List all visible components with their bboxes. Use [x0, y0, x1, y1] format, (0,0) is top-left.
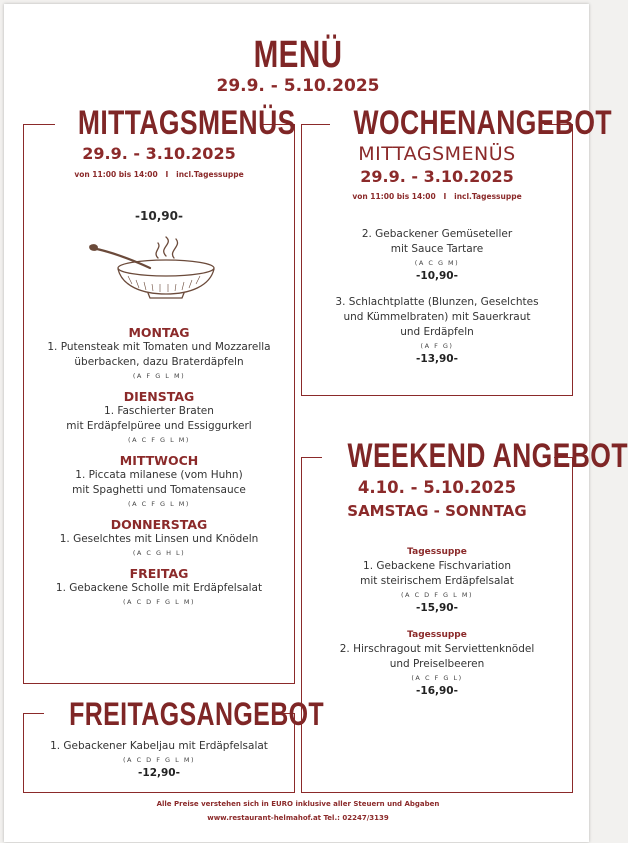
day-label: DONNERSTAG: [110, 517, 208, 532]
weekend-dates: 4.10. - 5.10.2025: [357, 478, 517, 497]
weekend-item-2: [301, 630, 573, 697]
weekend-title-wrap: [322, 436, 628, 476]
dish-line: 1. Faschierter Braten: [104, 405, 214, 417]
friday-title: FREITAGSANGEBOT: [69, 696, 325, 732]
day-label: DIENSTAG: [123, 389, 195, 404]
allergens: (A C D F G L M): [123, 756, 195, 764]
lunch-content: [23, 144, 295, 223]
soup-bowl-icon: [88, 234, 220, 300]
lunch-title: MITTAGSMENÜS: [77, 104, 296, 142]
day-label: MONTAG: [128, 325, 190, 340]
weekly-title-wrap: [330, 103, 613, 143]
weekly-subtitle: MITTAGSMENÜS: [358, 143, 516, 165]
footer-contact: www.restaurant-helmahof.at Tel.: 02247/3139: [207, 814, 389, 822]
dish-line: 1. Gebackene Scholle mit Erdäpfelsalat: [55, 582, 263, 594]
day-tuesday: [23, 389, 295, 444]
dish-line: überbacken, dazu Braterdäpfeln: [74, 356, 244, 368]
friday-content: [23, 739, 295, 779]
dish-line: 1. Gebackene Fischvariation: [363, 560, 511, 572]
weekly-title: WOCHENANGEBOT: [353, 104, 613, 142]
price: -13,90-: [416, 353, 458, 365]
menu-header: [0, 34, 596, 96]
weekly-item-1: [301, 227, 573, 282]
lunch-dates: 29.9. - 3.10.2025: [82, 144, 236, 163]
price: -10,90-: [416, 270, 458, 282]
day-monday: [23, 325, 295, 380]
day-label: MITTWOCH: [119, 453, 199, 468]
weekend-item-1: [301, 547, 573, 614]
allergens: (A C F G L M): [128, 500, 190, 508]
allergens: (A C G M): [414, 259, 460, 267]
footer: [0, 797, 596, 825]
allergens: (A C G H L): [132, 549, 186, 557]
price: -12,90-: [138, 767, 180, 779]
soup-label: Tagessuppe: [407, 630, 467, 640]
allergens: (A C D F G L M): [123, 598, 195, 606]
lunch-price: -10,90-: [135, 209, 183, 223]
dish-line: und Preiselbeeren: [389, 658, 485, 670]
page-title: MENÜ: [253, 34, 343, 76]
soup-label: Tagessuppe: [407, 547, 467, 557]
price: -15,90-: [416, 602, 458, 614]
weekly-dates: 29.9. - 3.10.2025: [360, 167, 514, 186]
friday-title-wrap: [44, 694, 325, 734]
dish-line: 1. Putensteak mit Tomaten und Mozzarella: [47, 341, 271, 353]
weekend-content: [301, 478, 573, 697]
footer-note: Alle Preise verstehen sich in EURO inklusive aller Steuern und Abgaben: [156, 800, 440, 808]
weekly-content: [301, 143, 573, 365]
dish-line: 2. Gebackener Gemüseteller: [361, 228, 513, 240]
allergens: (A C F G L M): [128, 436, 190, 444]
lunch-hours: von 11:00 bis 14:00 I incl.Tagessuppe: [74, 170, 244, 179]
dish-line: und Kümmelbraten) mit Sauerkraut: [343, 311, 531, 323]
lunch-days: [23, 325, 295, 606]
day-label: FREITAG: [129, 566, 189, 581]
allergens: (A F G): [420, 342, 454, 350]
allergens: (A C F G L): [411, 674, 463, 682]
dish-line: 1. Geselchtes mit Linsen und Knödeln: [59, 533, 259, 545]
dish-line: mit steirischem Erdäpfelsalat: [360, 575, 514, 587]
dish-line: und Erdäpfeln: [400, 326, 474, 338]
day-thursday: [23, 517, 295, 557]
weekly-item-2: [301, 295, 573, 365]
weekly-hours: von 11:00 bis 14:00 I incl.Tagessuppe: [352, 192, 522, 201]
lunch-title-wrap: [55, 103, 296, 143]
dish-line: 1. Gebackener Kabeljau mit Erdäpfelsalat: [50, 740, 268, 752]
allergens: (A F G L M): [132, 372, 186, 380]
price: -16,90-: [416, 685, 458, 697]
day-friday: [23, 566, 295, 606]
dish-line: 3. Schlachtplatte (Blunzen, Geselchtes: [335, 296, 539, 308]
dish-line: 1. Piccata milanese (vom Huhn): [75, 469, 243, 481]
dish-line: mit Spaghetti und Tomatensauce: [72, 484, 246, 496]
weekend-days: SAMSTAG - SONNTAG: [347, 502, 527, 520]
allergens: (A C D F G L M): [401, 591, 473, 599]
day-wednesday: [23, 453, 295, 508]
dish-line: mit Erdäpfelpüree und Essiggurkerl: [66, 420, 252, 432]
page-dates: 29.9. - 5.10.2025: [216, 76, 380, 96]
dish-line: mit Sauce Tartare: [390, 243, 484, 255]
weekend-title: WEEKEND ANGEBOT: [347, 437, 628, 475]
dish-line: 2. Hirschragout mit Serviettenknödel: [339, 643, 535, 655]
